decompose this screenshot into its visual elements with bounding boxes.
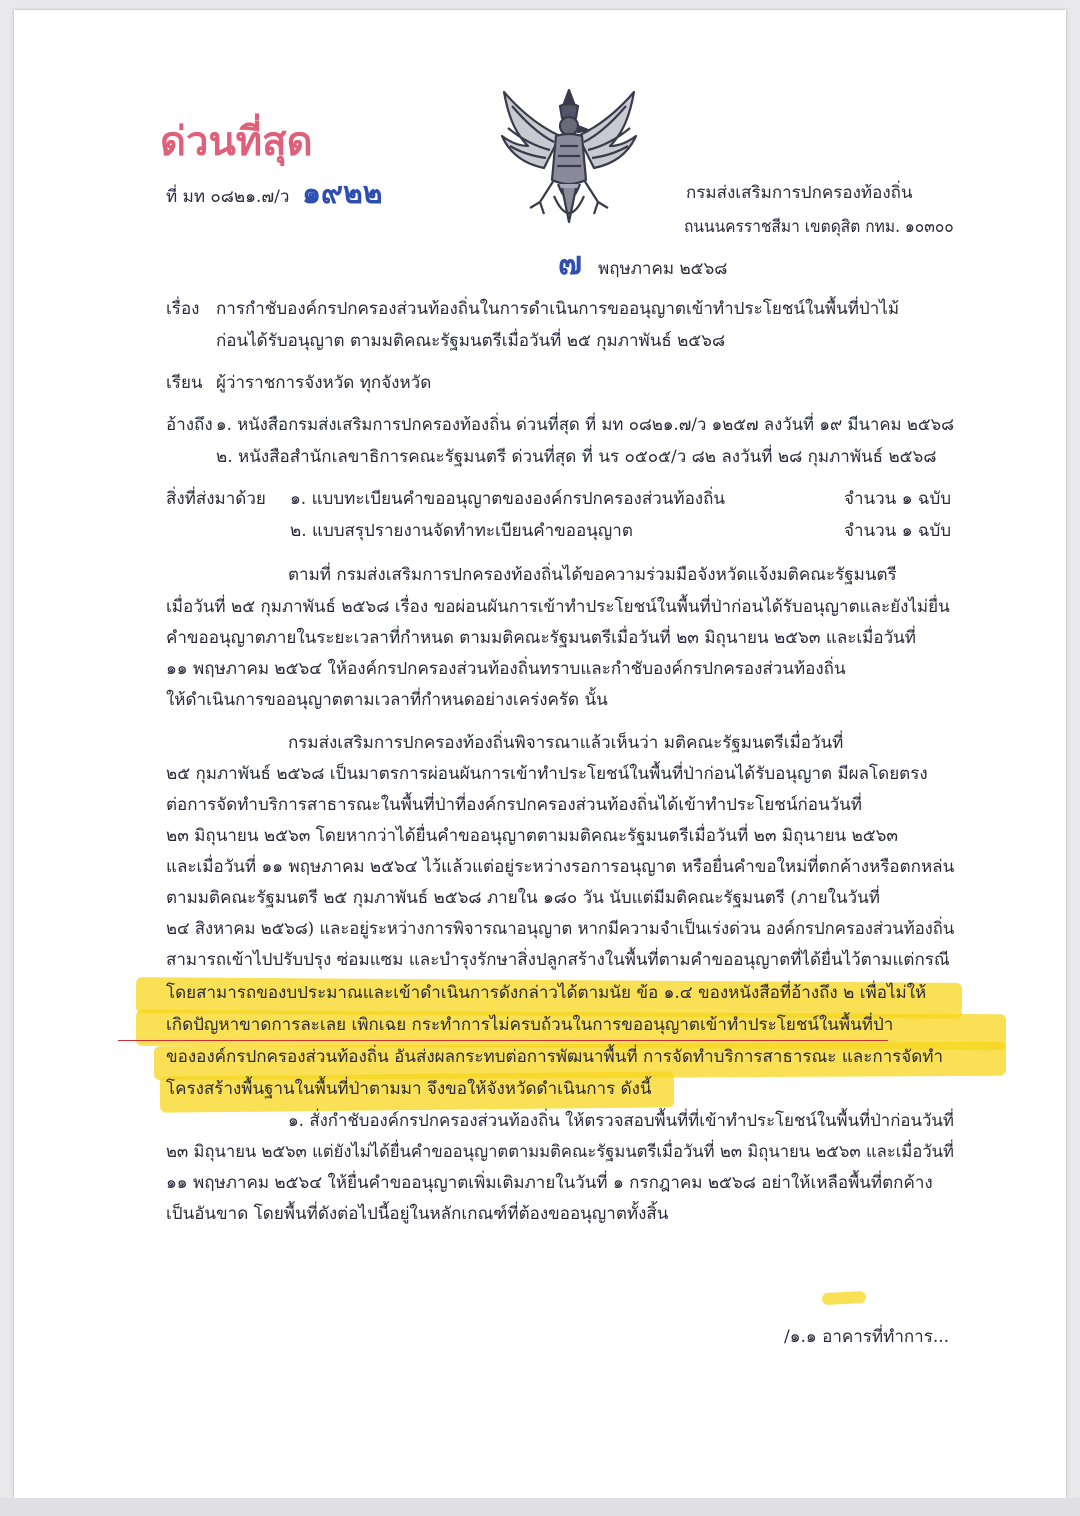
- urgency-stamp: ด่วนที่สุด: [160, 119, 313, 165]
- reference-item: ๑. หนังสือกรมส่งเสริมการปกครองท้องถิ่น ด่วนที่สุด ที่ มท ๐๘๒๑.๗/ว ๑๒๕๗ ลงวันที่ ๑๙ มีนาคม ๒๕๖๘: [216, 415, 955, 435]
- body-line: ๒๓ มิถุนายน ๒๕๖๓ โดยหากว่าได้ยื่นคำขออนุญาตตามมติคณะรัฐมนตรีเมื่อวันที่ ๒๓ มิถุนายน ๒๕๖๓: [166, 826, 899, 846]
- enclosure-quantity: จำนวน ๑ ฉบับ: [844, 489, 952, 509]
- body-line: เมื่อวันที่ ๒๕ กุมภาพันธ์ ๒๕๖๘ เรื่อง ขอผ่อนผันการเข้าทำประโยชน์ในพื้นที่ป่าก่อนได้รับอนุญาตและยังไม่ยื่น: [166, 597, 950, 617]
- garuda-emblem-icon: [494, 84, 644, 234]
- body-line: โดยสามารถของบประมาณและเข้าดำเนินการดังกล่าวได้ตามนัย ข้อ ๑.๔ ของหนังสือที่อ้างถึง ๒ เพื่อไม่ให้: [166, 983, 927, 1003]
- enclosure-item: ๑. แบบทะเบียนคำขออนุญาตขององค์กรปกครองส่วนท้องถิ่น: [290, 489, 726, 509]
- red-underline: [118, 1040, 888, 1041]
- body-line: ตามมติคณะรัฐมนตรี ๒๕ กุมภาพันธ์ ๒๕๖๘ ภายใน ๑๘๐ วัน นับแต่มีมติคณะรัฐมนตรี (ภายในวันที่: [166, 888, 880, 908]
- date-day-handwritten: ๗: [558, 244, 583, 282]
- body-line: ตามที่ กรมส่งเสริมการปกครองท้องถิ่นได้ขอความร่วมมือจังหวัดแจ้งมติคณะรัฐมนตรี: [288, 565, 897, 585]
- body-line: สามารถเข้าไปปรับปรุง ซ่อมแซม และบำรุงรักษาสิ่งปลูกสร้างในพื้นที่ตามคำขออนุญาตที่ได้ยื่นไว้ตามแต่กรณี: [166, 950, 950, 970]
- recipient-label: เรียน: [166, 373, 203, 393]
- body-line: และเมื่อวันที่ ๑๑ พฤษภาคม ๒๕๖๔ ไว้แล้วแต่อยู่ระหว่างรอการอนุญาต หรือยื่นคำขอใหม่ที่ตกค้างหรือตกหล่น: [166, 857, 955, 877]
- highlight-mark: [822, 1291, 867, 1305]
- body-line: ๑. สั่งกำชับองค์กรปกครองส่วนท้องถิ่น ให้ตรวจสอบพื้นที่ที่เข้าทำประโยชน์ในพื้นที่ป่าก่อนวันที่: [288, 1111, 954, 1131]
- enclosure-item: ๒. แบบสรุปรายงานจัดทำทะเบียนคำขออนุญาต: [290, 521, 633, 541]
- recipient-text: ผู้ว่าราชการจังหวัด ทุกจังหวัด: [216, 373, 432, 393]
- body-line: ต่อการจัดทำบริการสาธารณะในพื้นที่ป่าที่องค์กรปกครองส่วนท้องถิ่นได้เข้าทำประโยชน์ก่อนวันที่: [166, 795, 862, 815]
- body-line: โครงสร้างพื้นฐานในพื้นที่ป่าตามมา จึงขอให้จังหวัดดำเนินการ ดังนี้: [166, 1079, 652, 1099]
- body-line: ๒๔ สิงหาคม ๒๕๖๘) และอยู่ระหว่างการพิจารณาอนุญาต หากมีความจำเป็นเร่งด่วน องค์กรปกครองส่วนท้องถิ่น: [166, 919, 955, 939]
- body-line: ๑๑ พฤษภาคม ๒๕๖๔ ให้องค์กรปกครองส่วนท้องถิ่นทราบและกำชับองค์กรปกครองส่วนท้องถิ่น: [166, 659, 846, 679]
- reference-item: ๒. หนังสือสำนักเลขาธิการคณะรัฐมนตรี ด่วนที่สุด ที่ นร ๐๕๐๕/ว ๘๒ ลงวันที่ ๒๘ กุมภาพันธ์ ๒๕๖๘: [216, 447, 937, 467]
- reference-number: ที่ มท ๐๘๒๑.๗/ว: [166, 187, 290, 207]
- body-line: ให้ดำเนินการขออนุญาตตามเวลาที่กำหนดอย่างเคร่งครัด นั้น: [166, 690, 608, 710]
- date-month-year: พฤษภาคม ๒๕๖๘: [598, 259, 728, 279]
- continuation-note: /๑.๑ อาคารที่ทำการ...: [784, 1327, 950, 1347]
- agency-address: ถนนนครราชสีมา เขตดุสิต กทม. ๑๐๓๐๐: [684, 217, 954, 237]
- subject-line: ก่อนได้รับอนุญาต ตามมติคณะรัฐมนตรีเมื่อวันที่ ๒๕ กุมภาพันธ์ ๒๕๖๘: [216, 331, 726, 351]
- body-line: คำขออนุญาตภายในระยะเวลาที่กำหนด ตามมติคณะรัฐมนตรีเมื่อวันที่ ๒๓ มิถุนายน ๒๕๖๓ และเมื่อวันที่: [166, 628, 916, 648]
- body-line: ๒๕ กุมภาพันธ์ ๒๕๖๘ เป็นมาตรการผ่อนผันการเข้าทำประโยชน์ในพื้นที่ป่าก่อนได้รับอนุญาต มีผลโดยตรง: [166, 764, 928, 784]
- screen-bottom-edge: [0, 1498, 1080, 1516]
- agency-name: กรมส่งเสริมการปกครองท้องถิ่น: [686, 183, 913, 203]
- subject-line: การกำชับองค์กรปกครองส่วนท้องถิ่นในการดำเนินการขออนุญาตเข้าทำประโยชน์ในพื้นที่ป่าไม้: [216, 299, 900, 319]
- body-line: เกิดปัญหาขาดการละเลย เพิกเฉย กระทำการไม่ครบถ้วนในการขออนุญาตเข้าทำประโยชน์ในพื้นที่ป่า: [166, 1015, 894, 1035]
- document-page: [14, 10, 1066, 1498]
- subject-label: เรื่อง: [166, 299, 200, 319]
- enclosure-quantity: จำนวน ๑ ฉบับ: [844, 521, 952, 541]
- body-line: กรมส่งเสริมการปกครองท้องถิ่นพิจารณาแล้วเห็นว่า มติคณะรัฐมนตรีเมื่อวันที่: [288, 733, 844, 753]
- body-line: ๒๓ มิถุนายน ๒๕๖๓ แต่ยังไม่ได้ยื่นคำขออนุญาตตามมติคณะรัฐมนตรีเมื่อวันที่ ๒๓ มิถุนายน ๒๕๖๓ และเมื่อวันที่: [166, 1142, 954, 1162]
- body-line: ๑๑ พฤษภาคม ๒๕๖๔ ให้ยื่นคำขออนุญาตเพิ่มเติมภายในวันที่ ๑ กรกฎาคม ๒๕๖๘ อย่าให้เหลือพื้นที่ตกค้าง: [166, 1173, 933, 1193]
- enclosures-label: สิ่งที่ส่งมาด้วย: [166, 489, 266, 509]
- reference-handwritten-number: ๑๙๒๒: [302, 176, 383, 211]
- references-label: อ้างถึง: [166, 415, 213, 435]
- body-line: เป็นอันขาด โดยพื้นที่ดังต่อไปนี้อยู่ในหลักเกณฑ์ที่ต้องขออนุญาตทั้งสิ้น: [166, 1204, 669, 1224]
- body-line: ขององค์กรปกครองส่วนท้องถิ่น อันส่งผลกระทบต่อการพัฒนาพื้นที่ การจัดทำบริการสาธารณะ และการจัดทำ: [166, 1047, 944, 1067]
